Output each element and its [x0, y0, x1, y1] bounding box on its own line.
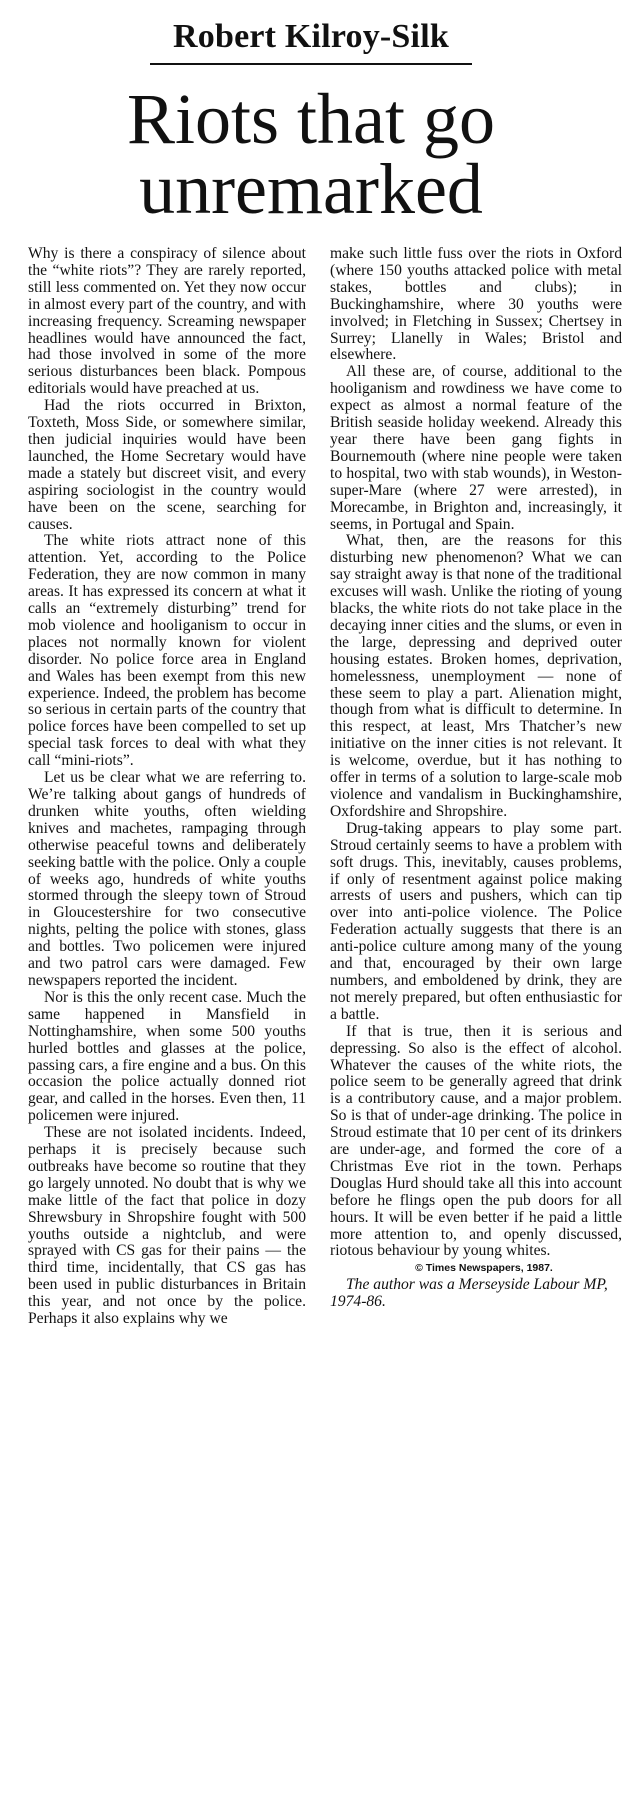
- paragraph: Let us be clear what we are referring to. We’re talking about gangs of hundreds of drunken white youths, often wielding knives and machetes, rampaging through otherwise peaceful towns and deliberately seeking battle with the police. Only a couple of weeks ago, hundreds of white youths stormed through the sleepy town of Stroud in Gloucestershire for two consecutive nights, pelting the police with stones, glass and bottles. Two policemen were injured and two patrol cars were damaged. Few newspapers reported the incident.: [28, 769, 306, 989]
- paragraph: All these are, of course, additional to the hooliganism and rowdiness we have come to expect as almost a normal feature of the British seaside holiday weekend. Already this year there have been gang fights in Bournemouth (where nine people were taken to hospital, two with stab wounds), in Weston-super-Mare (where 27 were arrested), in Morecambe, in Brighton and, increasingly, it seems, in Portugal and Spain.: [330, 363, 622, 533]
- paragraph: The white riots attract none of this attention. Yet, according to the Police Federation, they are now common in many areas. It has expressed its concern at what it calls an “extremely disturbing” trend for mob violence and hooliganism to occur in places not normally known for violent disorder. No police force area in England and Wales has been exempt from this new experience. Indeed, the problem has become so serious in certain parts of the country that police forces have been compelled to set up special task forces to deal with what they call “mini-riots”.: [28, 532, 306, 770]
- paragraph: If that is true, then it is serious and depressing. So also is the effect of alcohol. Whatever the causes of the white riots, the police seem to be generally agreed that drink is a contributory cause, and a major problem. So is that of under-age drinking. The police in Stroud estimate that 10 per cent of its drinkers are under-age, and formed the core of a Christmas Eve riot in the town. Perhaps Douglas Hurd should take all this into account before he flings open the pub doors for all hours. It will be even better if he paid a little more attention to, and openly discussed, riotous behaviour by young whites.: [330, 1022, 622, 1260]
- paragraph: Had the riots occurred in Brixton, Toxteth, Moss Side, or somewhere similar, then judicial inquiries would have been launched, the Home Secretary would have made a stately but discreet visit, and every aspiring sociologist in the country would have been on the scene, searching for causes.: [28, 397, 306, 533]
- byline-rule: [150, 63, 472, 65]
- copyright-notice: © Times Newspapers, 1987.: [415, 1262, 553, 1275]
- headline-line-1: Riots that go: [126, 79, 495, 159]
- right-column: [330, 246, 622, 1786]
- paragraph: make such little fuss over the riots in Oxford (where 150 youths attacked police with metal stakes, bottles and clubs); in Buckinghamshire, where 30 youths were involved; in Fletching in Sussex; Chertsey in Surrey; Llanelly in Wales; Bristol and elsewhere.: [330, 246, 622, 364]
- paragraph: These are not isolated incidents. Indeed, perhaps it is precisely because such outbreaks have become so routine that they go largely unnoted. No doubt that is why we make little of the fact that police in dozy Shrewsbury in Shropshire fought with 500 youths outside a nightclub, and were sprayed with CS gas for their pains — the third time, incidentally, that CS gas has been used in public disturbances in Britain this year, and not once by the police. Perhaps it also explains why we: [28, 1124, 306, 1328]
- left-column: [28, 246, 306, 1786]
- paragraph: Why is there a conspiracy of silence about the “white riots”? They are rarely reported, still less commented on. Yet they now occur in almost every part of the country, and with increasing frequency. Screaming newspaper headlines would have announced the fact, had those involved in some of the more serious disturbances been black. Pompous editorials would have preached at us.: [28, 246, 306, 398]
- paragraph: Drug-taking appears to play some part. Stroud certainly seems to have a problem with soft drugs. This, inevitably, causes problems, if only of resentment against police making arrests of users and pushers, which can tip over into anti-police violence. The Police Federation actually suggests that there is an anti-police culture among many of the young and that, encouraged by their own large numbers, and emboldened by drink, they are not merely prepared, but often enthusiastic for a battle.: [330, 819, 622, 1023]
- byline: Robert Kilroy-Silk: [173, 18, 449, 55]
- headline-line-2: unremarked: [139, 149, 483, 229]
- paragraph: What, then, are the reasons for this disturbing new phenomenon? What we can say straight away is that none of the traditional excuses will wash. Unlike the rioting of young blacks, the white riots do not take place in the decaying inner cities and the slums, or even in the large, depressing and deprived outer housing estates. Broken homes, deprivation, homelessness, unemployment — none of these seem to play a part. Alienation might, though from what is difficult to determine. In this respect, at least, Mrs Thatcher’s new initiative on the inner cities is not relevant. It is welcome, overdue, but it has nothing to offer in terms of a solution to large-scale mob violence and vandalism in Buckinghamshire, Oxfordshire and Shropshire.: [330, 532, 622, 820]
- author-note: The author was a Merseyside Labour MP, 1974-86.: [330, 1276, 608, 1311]
- paragraph: Nor is this the only recent case. Much the same happened in Mansfield in Nottinghamshire, when some 500 youths hurled bottles and glasses at the police, passing cars, a fire engine and a bus. On this occasion the police actually donned riot gear, and called in the horses. Even then, 11 policemen were injured.: [28, 988, 306, 1125]
- headline: [0, 79, 622, 229]
